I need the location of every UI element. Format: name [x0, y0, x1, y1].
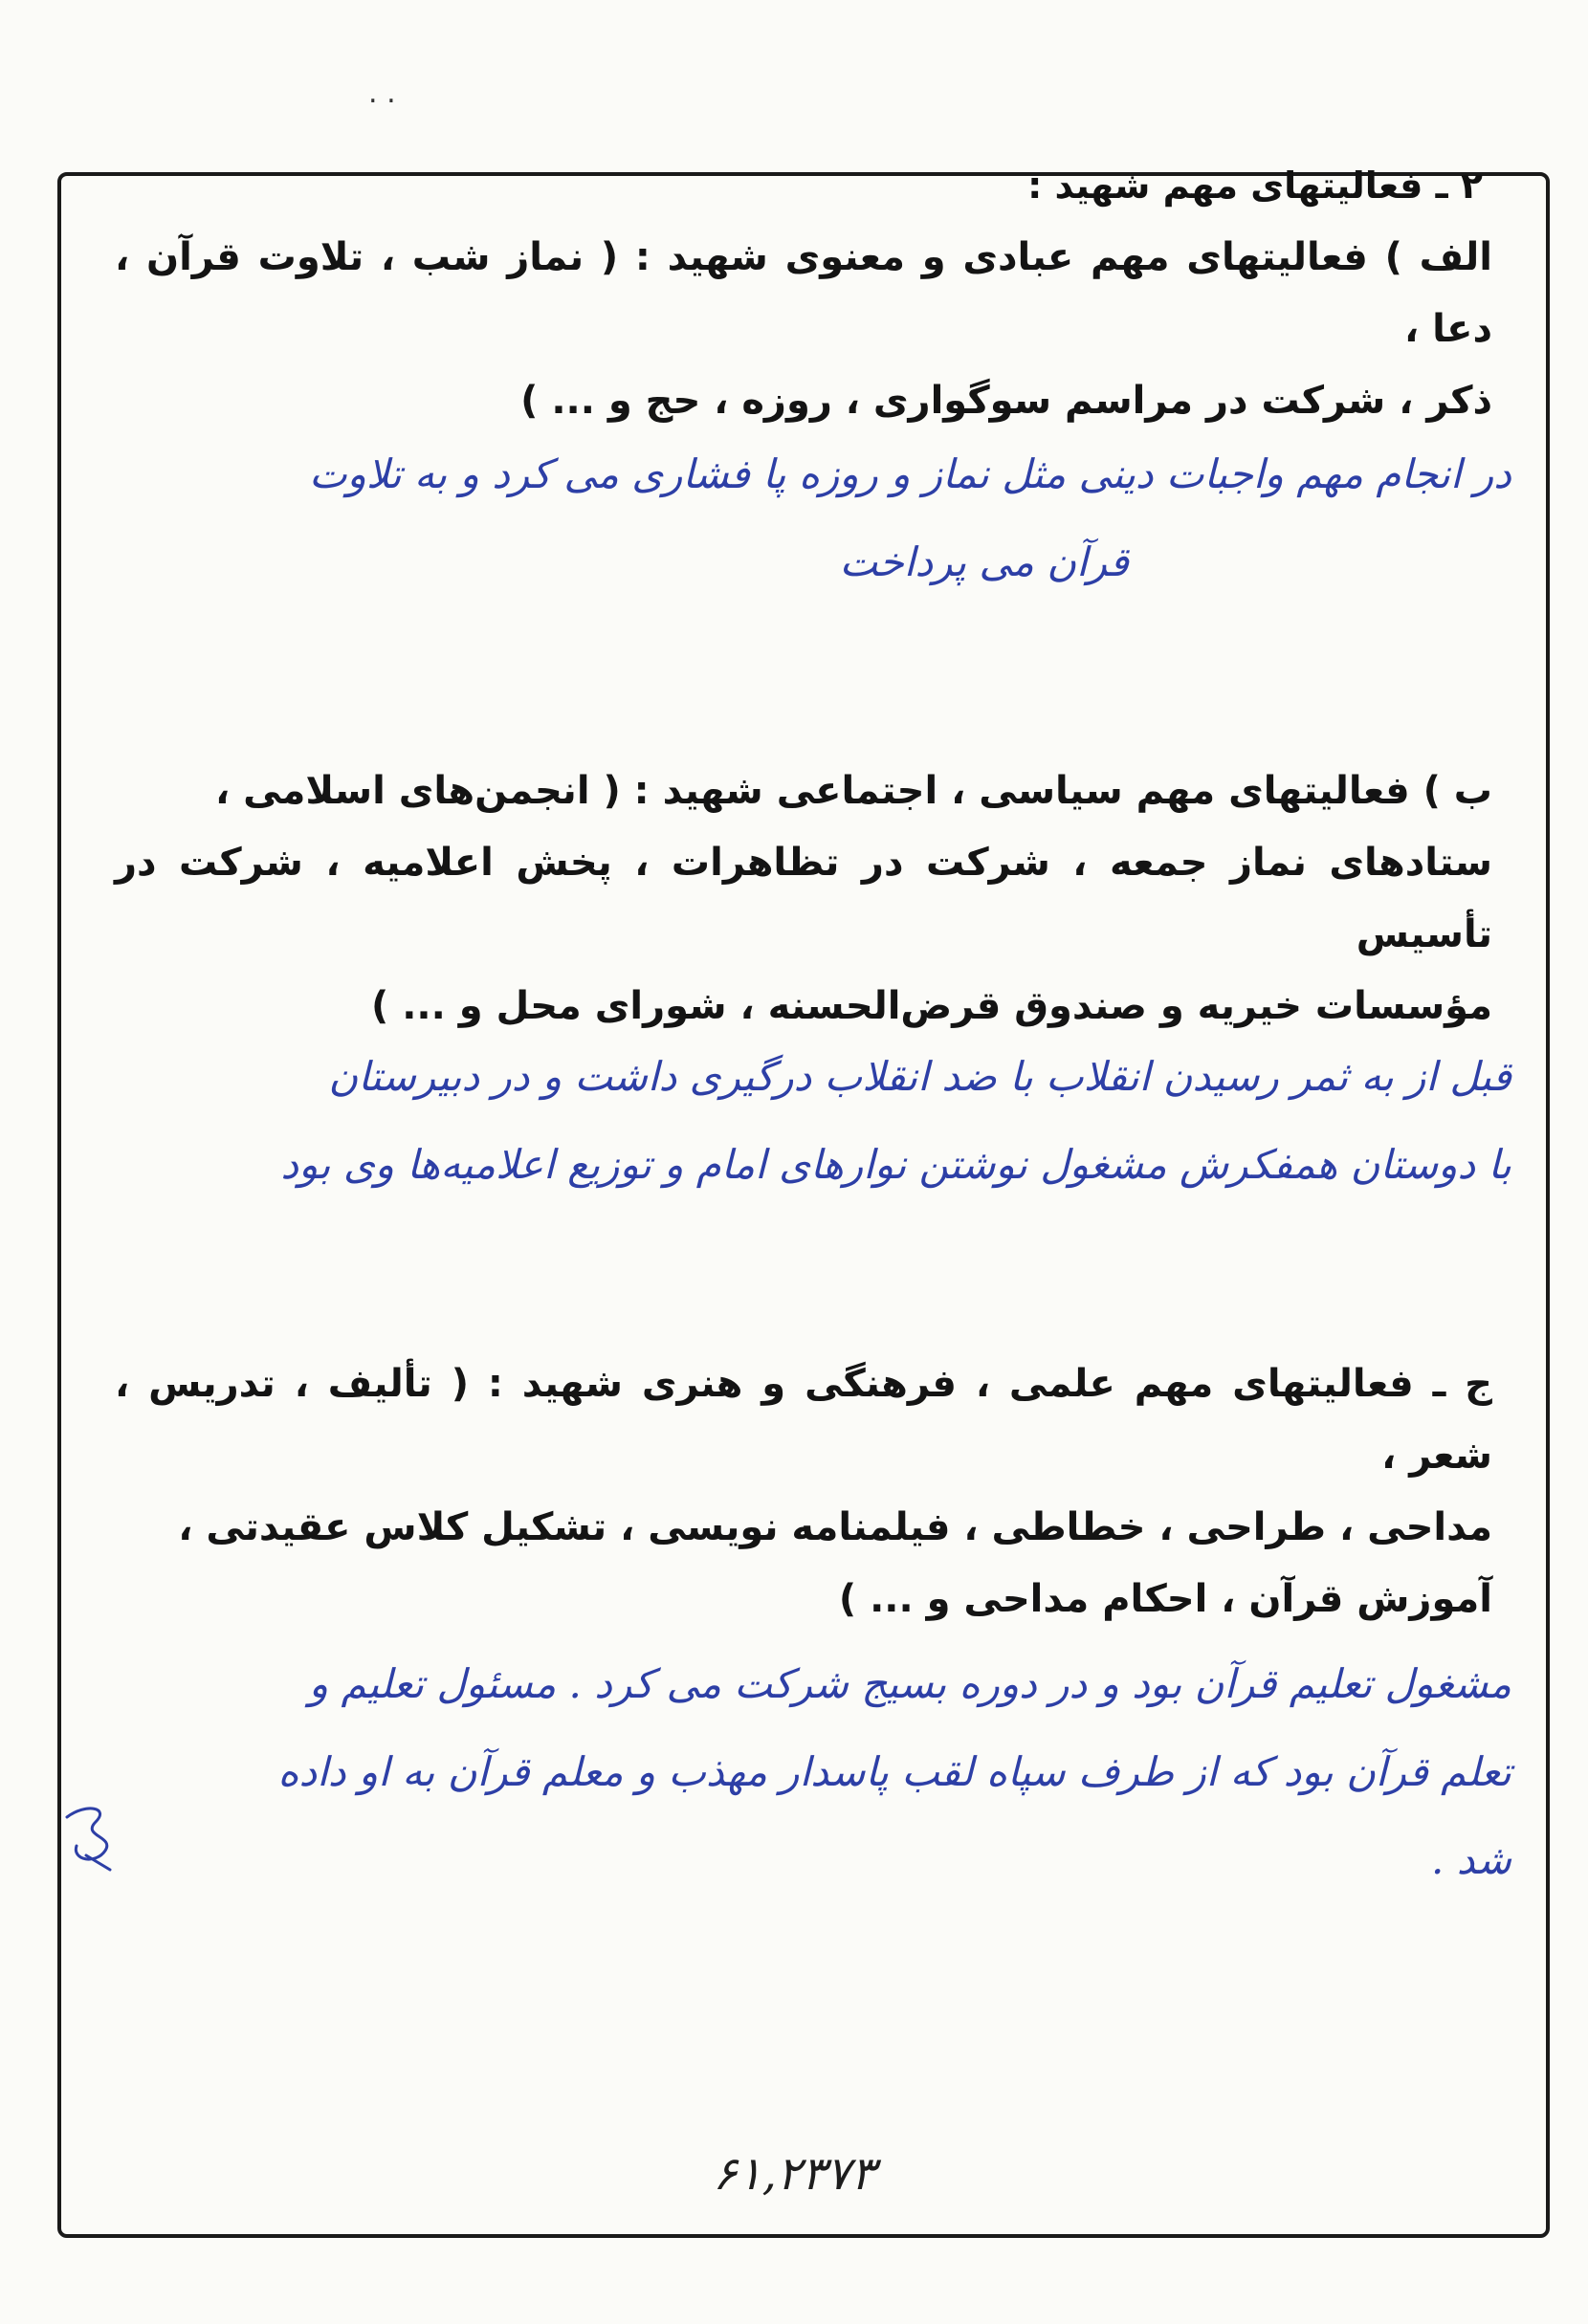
- section-b-line: ستادهای نماز جمعه ، شرکت در تظاهرات ، پخش اعلامیه ، شرکت در تأسیس: [115, 841, 1492, 956]
- section-b-line: مؤسسات خیریه و صندوق قرض‌الحسنه ، شورای محل و ... ): [370, 984, 1492, 1028]
- handwritten-line: با دوستان همفکرش مشغول نوشتن نوارهای امام و توزیع اعلامیه‌ها وی بود: [280, 1141, 1511, 1188]
- section-c-handwritten: [96, 1640, 1511, 1904]
- section-heading: ۲ ـ فعالیتهای مهم شهید :: [1027, 164, 1483, 207]
- section-c-printed: [115, 1348, 1492, 1635]
- handwritten-line: مشغول تعلیم قرآن بود و در دوره بسیج شرکت می کرد . مسئول تعلیم و: [308, 1660, 1511, 1707]
- section-a-line: ذکر ، شرکت در مراسم سوگواری ، روزه ، حج و ... ): [520, 379, 1492, 423]
- handwritten-line: تعلم قرآن بود که از طرف سپاه لقب پاسدار مهذب و معلم قرآن به او داده: [277, 1748, 1511, 1795]
- section-a-handwritten: [96, 430, 1511, 606]
- section-b-printed: [115, 756, 1492, 1042]
- section-b-handwritten: [96, 1033, 1511, 1209]
- section-a-printed: [115, 222, 1492, 437]
- signature-mark: [57, 1798, 124, 1875]
- section-c-line: آموزش قرآن ، احکام مداحی و ... ): [838, 1577, 1492, 1621]
- section-a-line: الف ) فعالیتهای مهم عبادی و معنوی شهید : ( نماز شب ، تلاوت قرآن ، دعا ،: [115, 235, 1492, 351]
- handwritten-line: قبل از به ثمر رسیدن انقلاب با ضد انقلاب درگیری داشت و در دبیرستان: [328, 1053, 1511, 1100]
- handwritten-line: قرآن می پرداخت: [839, 538, 1129, 585]
- section-b-line: ب ) فعالیتهای مهم سیاسی ، اجتماعی شهید : ( انجمن‌های اسلامی ،: [215, 769, 1492, 813]
- top-marks: . .: [368, 77, 396, 110]
- handwritten-line: در انجام مهم واجبات دینی مثل نماز و روزه پا فشاری می کرد و به تلاوت: [309, 450, 1511, 497]
- section-c-line: ج ـ فعالیتهای مهم علمی ، فرهنگی و هنری شهید : ( تألیف ، تدریس ، شعر ،: [115, 1362, 1492, 1478]
- section-c-line: مداحی ، طراحی ، خطاطی ، فیلمنامه نویسی ، تشکیل کلاس عقیدتی ،: [178, 1505, 1492, 1549]
- handwritten-line: شد .: [1431, 1836, 1511, 1883]
- page-number: ۶۱,۲۳۷۳: [713, 2147, 875, 2201]
